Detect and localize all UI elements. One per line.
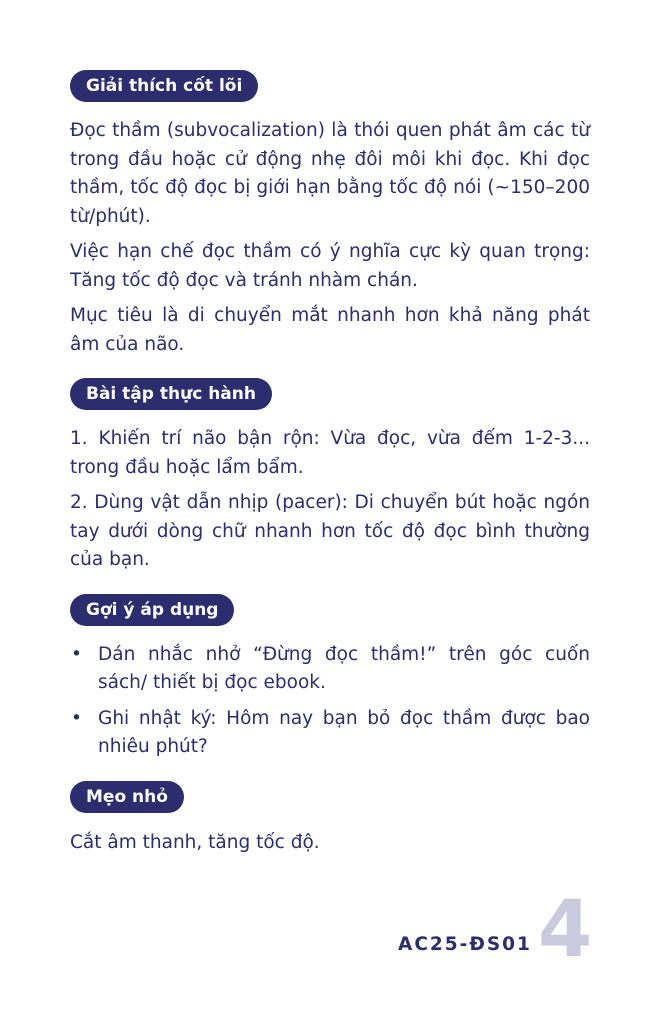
core-paragraph-3: Mục tiêu là di chuyển mắt nhanh hơn khả năng phát âm của não. xyxy=(70,305,590,355)
section-tip xyxy=(70,781,590,858)
section-label-tip: Mẹo nhỏ xyxy=(70,781,184,813)
bullet-icon: • xyxy=(71,707,82,729)
section-label-practice: Bài tập thực hành xyxy=(70,378,272,410)
practice-paragraph-1: 1. Khiến trí não bận rộn: Vừa đọc, vừa đếm 1-2-3... trong đầu hoặc lẩm bẩm. xyxy=(70,428,590,478)
section-label-suggestions: Gợi ý áp dụng xyxy=(70,594,234,626)
core-paragraph-1: Đọc thầm (subvocalization) là thói quen phát âm các từ trong đầu hoặc cử động nhẹ đôi môi khi đọc. Khi đọc thầm, tốc độ đọc bị giới hạn bằng tốc độ nói (~150–200 từ/phút). xyxy=(70,120,590,227)
section-practice xyxy=(70,378,590,575)
tip-text: Cắt âm thanh, tăng tốc độ. xyxy=(70,831,320,853)
practice-paragraph-2: 2. Dùng vật dẫn nhịp (pacer): Di chuyển bút hoặc ngón tay dưới dòng chữ nhanh hơn tốc độ đọc bình thường của bạn. xyxy=(70,492,590,570)
page-number: 4 xyxy=(538,885,593,975)
list-item xyxy=(70,641,590,698)
list-item xyxy=(70,705,590,762)
section-label-core: Giải thích cốt lõi xyxy=(70,70,258,102)
page-content xyxy=(70,70,590,857)
suggestion-list xyxy=(70,641,590,762)
section-suggestions xyxy=(70,594,590,762)
bullet-icon: • xyxy=(71,643,82,665)
suggestion-text-1: Dán nhắc nhở “Đừng đọc thầm!” trên góc cuốn sách/ thiết bị đọc ebook. xyxy=(98,643,590,693)
suggestion-text-2: Ghi nhật ký: Hôm nay bạn bỏ đọc thầm được bao nhiêu phút? xyxy=(98,707,590,757)
core-paragraph-2: Việc hạn chế đọc thầm có ý nghĩa cực kỳ quan trọng: Tăng tốc độ đọc và tránh nhàm chán. xyxy=(70,241,590,291)
section-core-explanation xyxy=(70,70,590,359)
document-code: AC25-ĐS01 xyxy=(398,934,532,955)
